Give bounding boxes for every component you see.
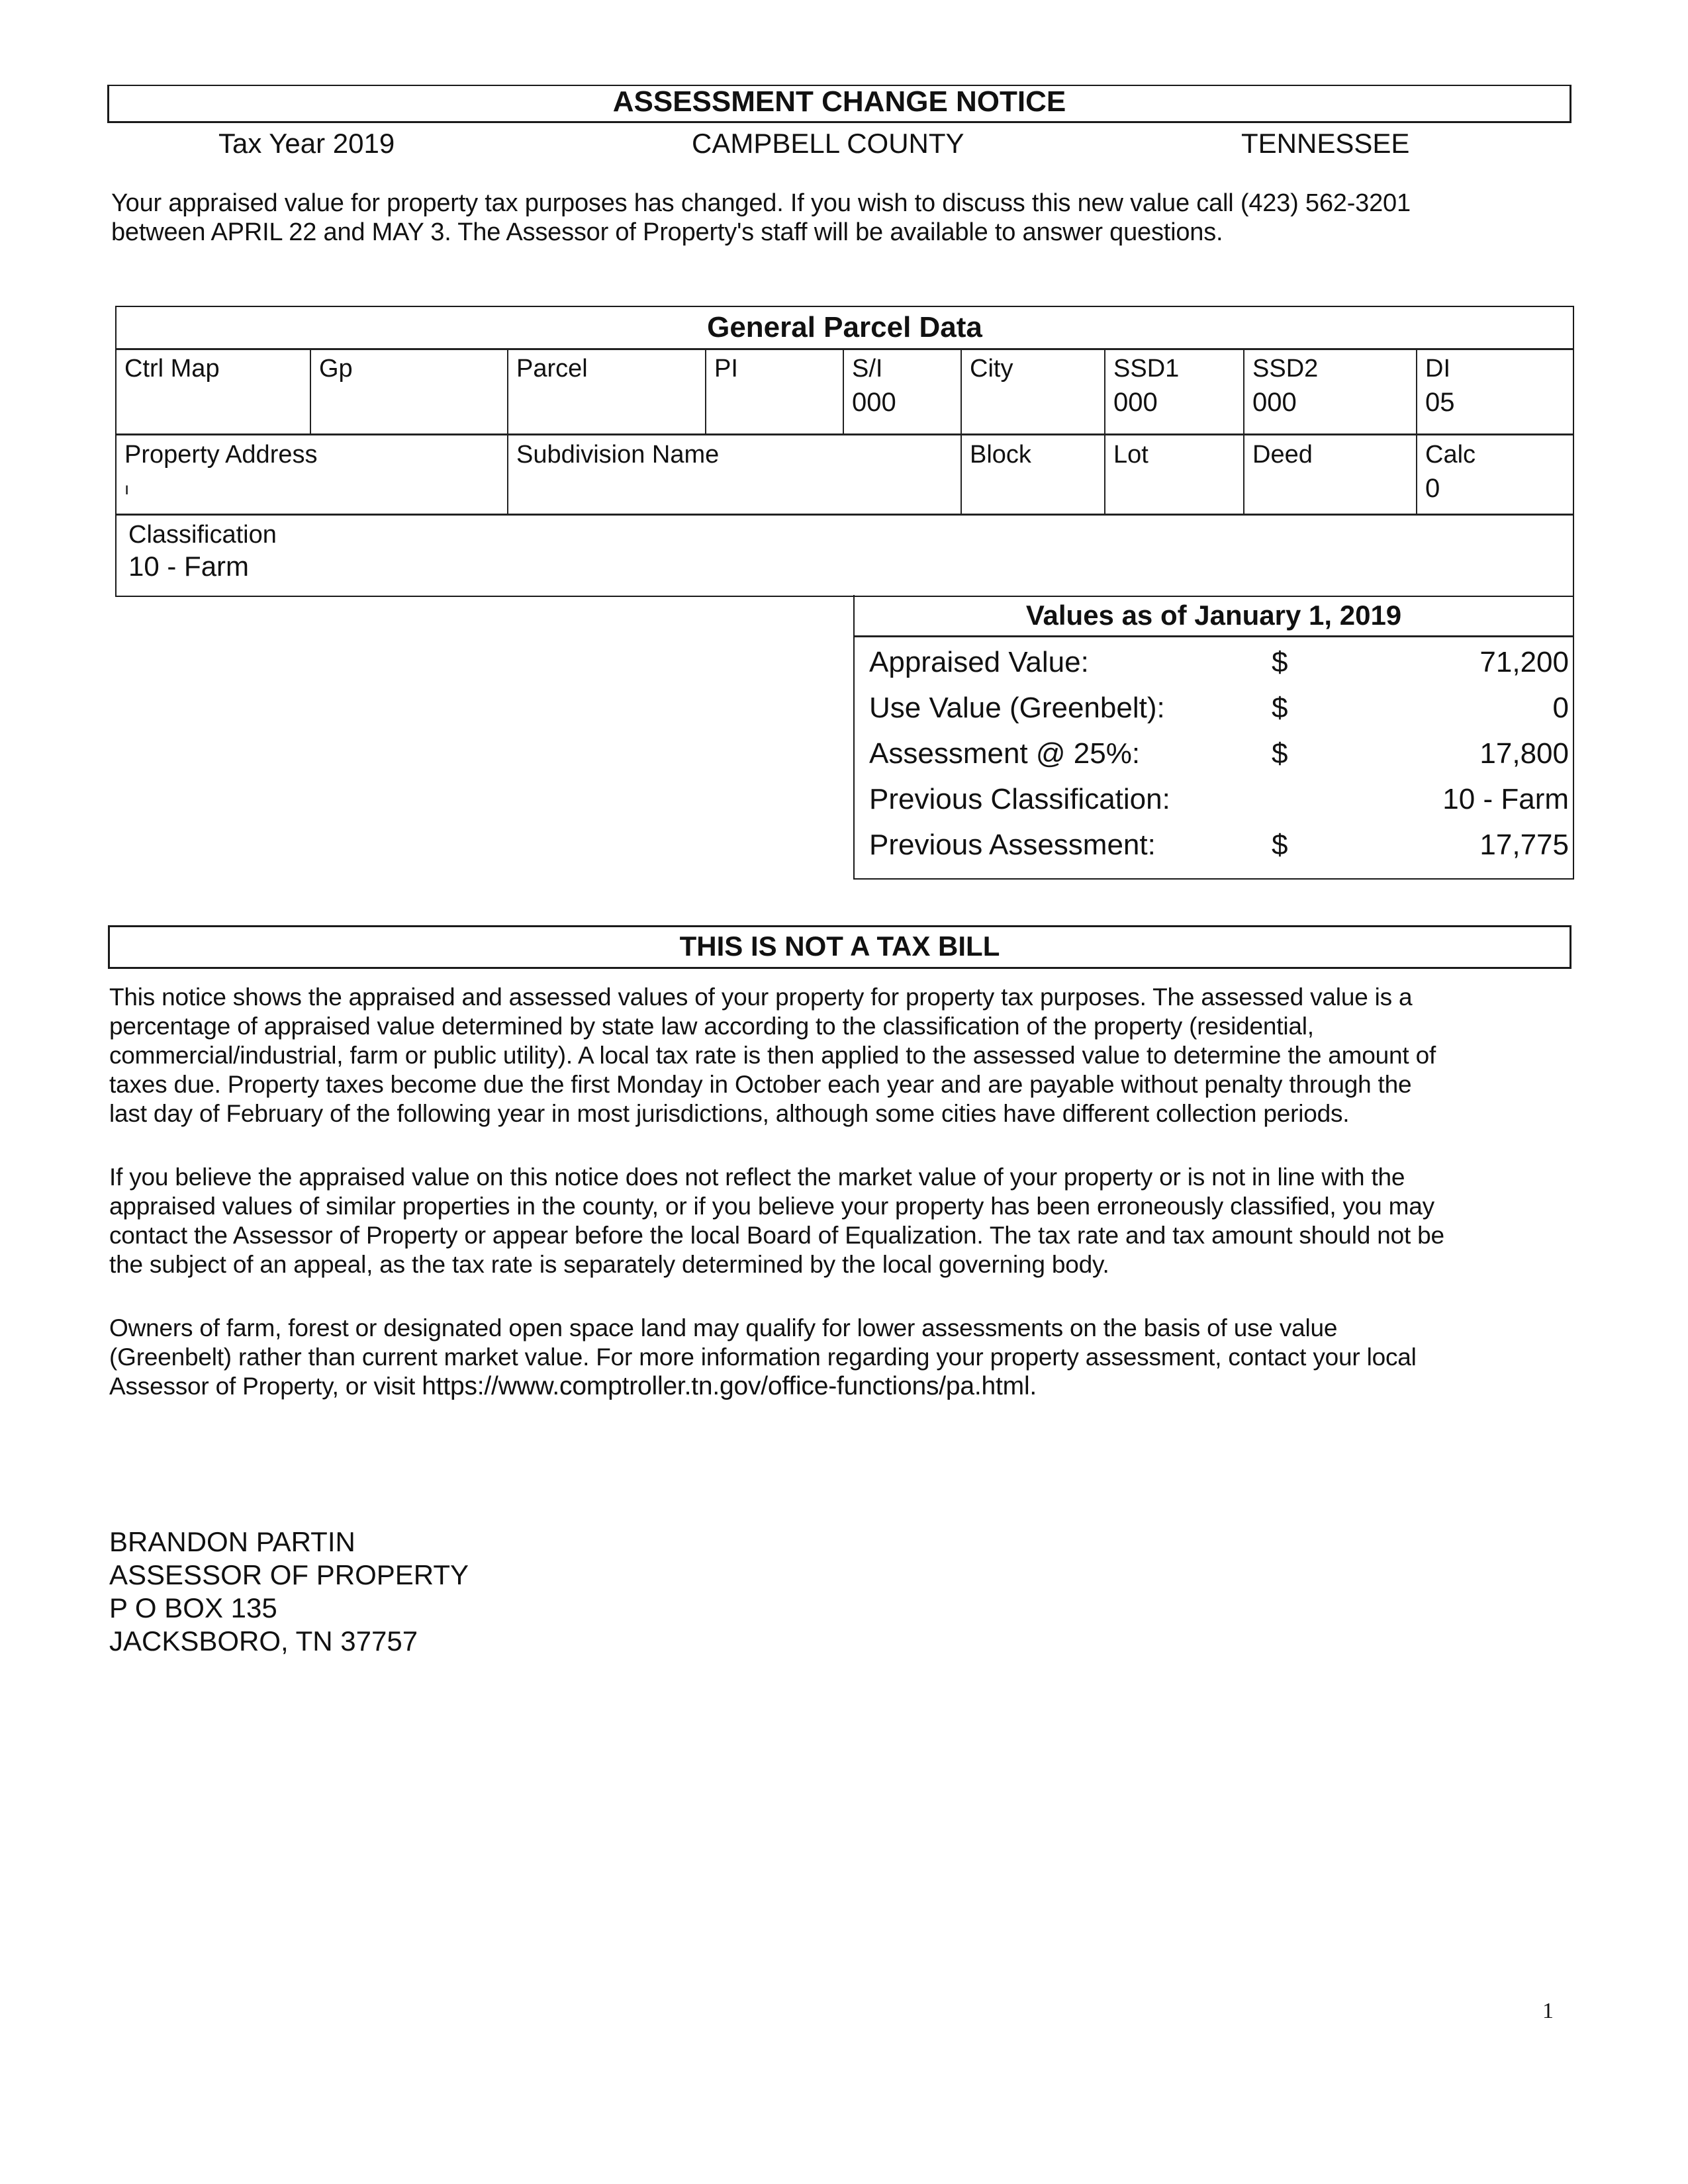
appeal-paragraph [109,1163,1444,1279]
cell-deed [1243,435,1416,514]
ssd2-value: 000 [1252,388,1297,417]
greenbelt-paragraph [109,1314,1417,1401]
explanation-paragraph [109,983,1436,1128]
ssd1-value: 000 [1113,388,1158,417]
text-line: If you believe the appraised value on this notice does not reflect the market value of your property or is not in line with the [109,1163,1405,1191]
cell-property-address [117,435,507,514]
si-value: 000 [852,388,896,417]
cell-ssd2 [1243,349,1416,433]
text-line [109,1372,1417,1401]
county-name: CAMPBELL COUNTY [692,128,964,159]
notice-title-box [107,85,1571,123]
dollar-sign: $ [1272,737,1288,770]
deed-label: Deed [1252,441,1313,469]
cell-block [961,435,1104,514]
dollar-sign: $ [1272,646,1288,678]
values-row-appraised [855,640,1573,685]
use-value-label: Use Value (Greenbelt): [869,692,1165,724]
values-table-title: Values as of January 1, 2019 [1025,600,1402,631]
di-value: 05 [1425,388,1455,417]
previous-assessment-label: Previous Assessment: [869,829,1156,861]
appraised-value-label: Appraised Value: [869,646,1089,678]
ssd1-label: SSD1 [1113,355,1180,383]
parcel-label: Parcel [516,355,588,383]
text-line: commercial/industrial, farm or public utility). A local tax rate is then applied to the assessed value to determine the amount of [109,1042,1436,1069]
assessor-address-1: P O BOX 135 [109,1592,277,1623]
cell-city [961,349,1104,433]
dollar-sign: $ [1272,692,1288,724]
page-number: 1 [1542,1999,1554,2023]
text-line: Owners of farm, forest or designated open space land may qualify for lower assessments on the basis of use value [109,1314,1338,1342]
not-tax-bill-box [108,925,1571,969]
subdivision-name-label: Subdivision Name [516,441,720,469]
state-name: TENNESSEE [1241,128,1410,159]
notice-title: ASSESSMENT CHANGE NOTICE [612,85,1066,118]
cell-si [843,349,961,433]
appraised-value: 71,200 [1479,646,1569,678]
tax-year: Tax Year 2019 [218,128,395,159]
calc-label: Calc [1425,441,1476,469]
cell-di [1416,349,1573,433]
text-line: taxes due. Property taxes become due the first Monday in October each year and are payable without penalty through the [109,1071,1412,1098]
intro-line-1: Your appraised value for property tax purposes has changed. If you wish to discuss this new value call (423) 562-3201 [111,189,1411,217]
assessment-label: Assessment @ 25%: [869,737,1141,770]
assessor-name: BRANDON PARTIN [109,1526,355,1557]
cell-pi [705,349,843,433]
cell-parcel [507,349,705,433]
si-label: S/I [852,355,883,383]
property-address-label: Property Address [124,441,318,469]
text-line: the subject of an appeal, as the tax rate is separately determined by the local governing body. [109,1251,1109,1278]
calc-value: 0 [1425,474,1440,503]
gp-label: Gp [319,355,353,383]
text-line: last day of February of the following year in most jurisdictions, although some cities have different collection periods. [109,1100,1350,1127]
city-label: City [970,355,1013,383]
previous-classification-label: Previous Classification: [869,783,1170,815]
text-line: percentage of appraised value determined by state law according to the classification of the property (residential, [109,1013,1314,1040]
di-label: DI [1425,355,1450,383]
previous-classification-value: 10 - Farm [1442,783,1569,815]
property-address-value: ı [124,478,130,498]
text-line: (Greenbelt) rather than current market value. For more information regarding your property assessment, contact your local [109,1343,1417,1371]
cell-classification [117,516,1573,596]
text-line: Assessor of Property, or visit [109,1373,422,1400]
cell-gp [310,349,507,433]
cell-calc [1416,435,1573,514]
parcel-table-title: General Parcel Data [707,311,982,343]
use-value: 0 [1552,692,1569,724]
assessor-address-2: JACKSBORO, TN 37757 [109,1625,418,1657]
cell-subdivision-name [507,435,961,514]
values-row-assessment [855,731,1573,776]
previous-assessment-value: 17,775 [1479,829,1569,861]
assessor-signature [109,1525,469,1658]
cell-lot [1104,435,1243,514]
lot-label: Lot [1113,441,1149,469]
text-line: This notice shows the appraised and assessed values of your property for property tax purposes. The assessed value is a [109,983,1413,1011]
cell-ctrl-map [117,349,310,433]
cell-ssd1 [1104,349,1243,433]
pi-label: PI [714,355,738,383]
values-row-previous-classification [855,777,1573,822]
intro-text [111,189,1411,247]
ctrl-map-label: Ctrl Map [124,355,220,383]
divider [855,635,1573,637]
text-line: appraised values of similar properties in the county, or if you believe your property has been erroneously classified, you may [109,1193,1434,1220]
dollar-sign: $ [1272,829,1288,861]
block-label: Block [970,441,1031,469]
not-tax-bill-title: THIS IS NOT A TAX BILL [679,931,1000,962]
ssd2-label: SSD2 [1252,355,1319,383]
values-row-use-value [855,686,1573,731]
comptroller-link[interactable]: https://www.comptroller.tn.gov/office-functions/pa.html. [422,1372,1037,1400]
intro-line-2: between APRIL 22 and MAY 3. The Assessor of Property's staff will be available to answer questions. [111,218,1223,246]
assessment-value: 17,800 [1479,737,1569,770]
assessor-title: ASSESSOR OF PROPERTY [109,1559,469,1590]
classification-value: 10 - Farm [128,551,250,582]
values-row-previous-assessment [855,823,1573,868]
text-line: contact the Assessor of Property or appear before the local Board of Equalization. The tax rate and tax amount should not be [109,1222,1444,1249]
classification-label: Classification [128,521,277,549]
parcel-table [115,306,1574,597]
values-table [853,595,1574,880]
